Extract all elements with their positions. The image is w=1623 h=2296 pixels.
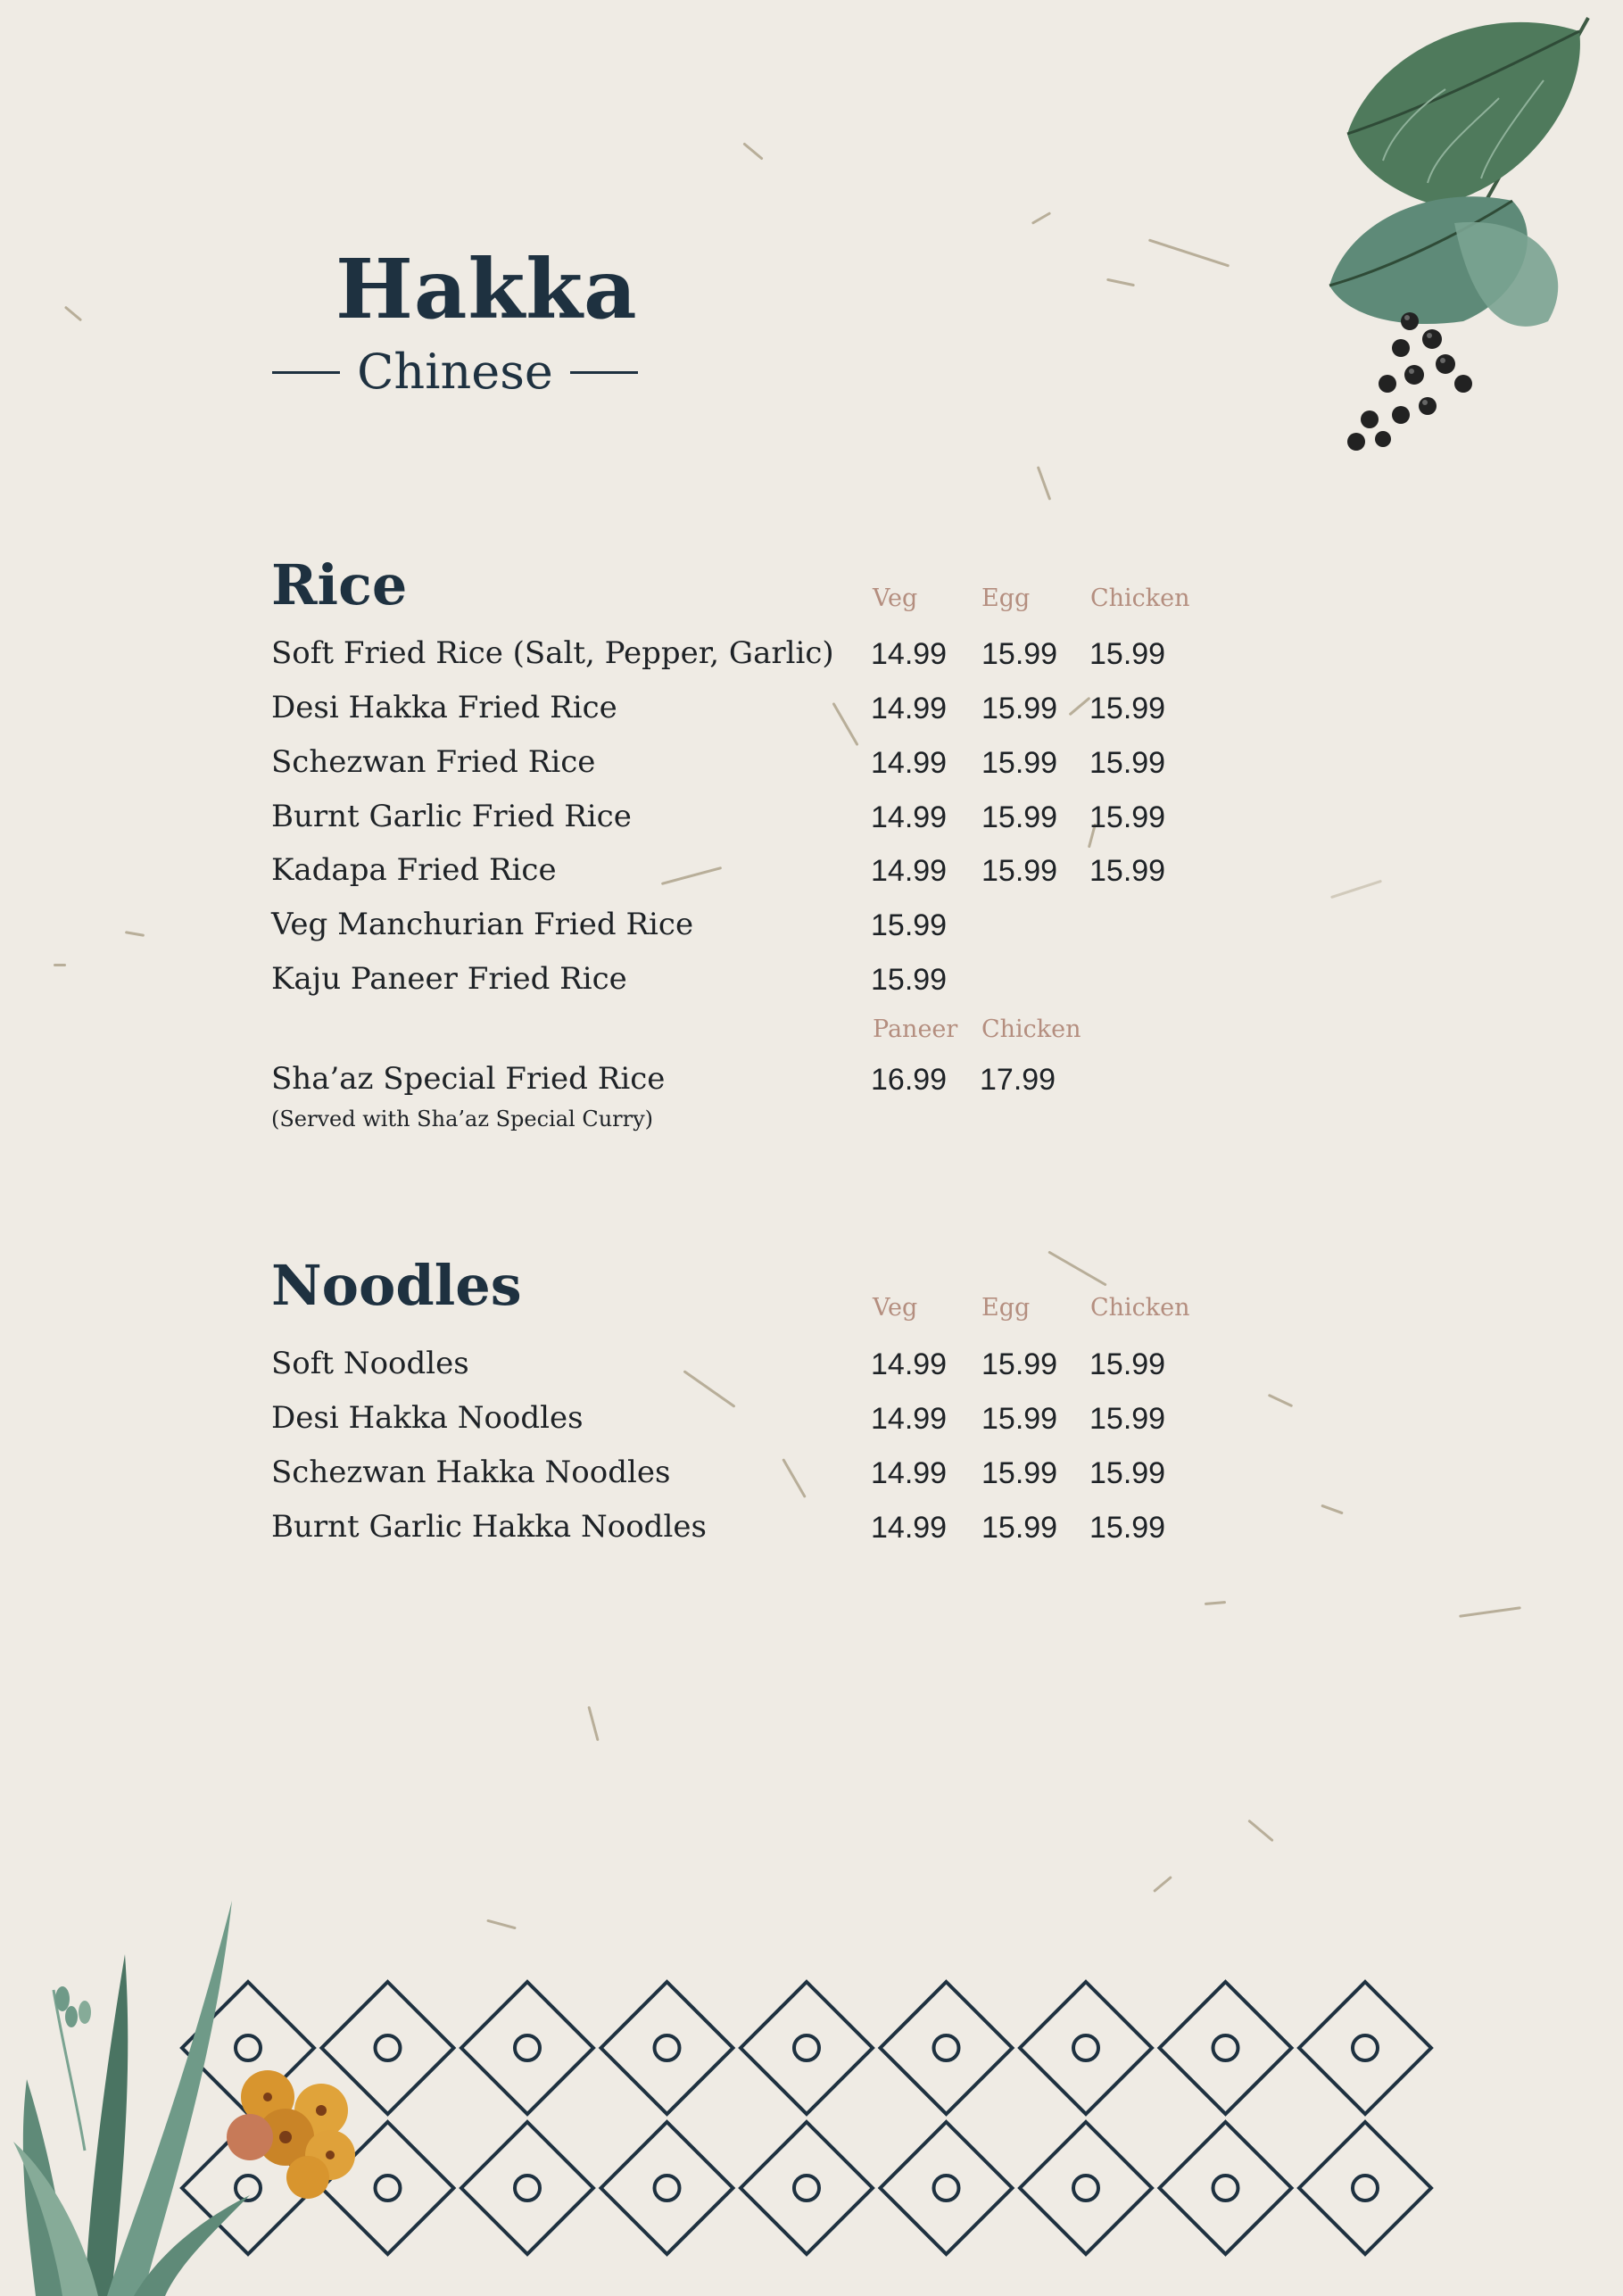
rice-item-name: Soft Fried Rice (Salt, Pepper, Garlic) <box>271 635 834 671</box>
pattern-diamond <box>461 2122 593 2254</box>
noodles-item-name: Burnt Garlic Hakka Noodles <box>271 1509 707 1545</box>
noodles-price-egg: 15.99 <box>981 1347 1058 1381</box>
pattern-circle <box>515 2035 540 2060</box>
pattern-diamond <box>1160 1982 1292 2114</box>
pattern-diamond <box>1299 2122 1431 2254</box>
pattern-circle <box>1073 2035 1098 2060</box>
noodles-section-title: Noodles <box>271 1253 522 1318</box>
rice-col-chicken: Chicken <box>1090 584 1190 612</box>
rice-price-veg: 15.99 <box>871 908 948 942</box>
pattern-diamond <box>461 1982 593 2114</box>
grass-orange-flower-illustration <box>0 1883 393 2296</box>
noodles-col-egg: Egg <box>981 1294 1031 1322</box>
noodles-price-chicken: 15.99 <box>1089 1456 1166 1490</box>
noodles-col-chicken: Chicken <box>1090 1294 1190 1322</box>
rice-col-egg: Egg <box>981 584 1031 612</box>
pattern-diamond <box>1299 1982 1431 2114</box>
pattern-diamond <box>601 1982 733 2114</box>
pattern-circle <box>655 2176 680 2201</box>
rice-item-name: Kadapa Fried Rice <box>271 852 557 888</box>
noodles-price-chicken: 15.99 <box>1089 1402 1166 1436</box>
pattern-circle <box>934 2035 959 2060</box>
rice-price-chicken: 15.99 <box>1089 854 1166 888</box>
noodles-price-egg: 15.99 <box>981 1402 1058 1436</box>
rice-special-col-paneer: Paneer <box>873 1015 958 1043</box>
rice-col-veg: Veg <box>873 584 918 612</box>
pattern-circle <box>1213 2176 1238 2201</box>
rice-price-chicken: 15.99 <box>1089 637 1166 671</box>
rice-special-price-paneer: 16.99 <box>871 1063 948 1097</box>
subtitle-rule-left <box>272 371 340 374</box>
noodles-item-name: Soft Noodles <box>271 1346 469 1381</box>
rice-price-veg: 14.99 <box>871 746 948 780</box>
pattern-diamond <box>1160 2122 1292 2254</box>
subtitle-text: Chinese <box>357 344 553 400</box>
rice-price-egg: 15.99 <box>981 746 1058 780</box>
pattern-diamond <box>1020 2122 1152 2254</box>
pattern-circle <box>1353 2035 1378 2060</box>
rice-price-egg: 15.99 <box>981 637 1058 671</box>
rice-price-veg: 14.99 <box>871 692 948 725</box>
noodles-price-veg: 14.99 <box>871 1511 948 1545</box>
pattern-circle <box>934 2176 959 2201</box>
noodles-item-name: Schezwan Hakka Noodles <box>271 1455 671 1490</box>
menu-subtitle <box>272 344 638 400</box>
rice-price-chicken: 15.99 <box>1089 692 1166 725</box>
pattern-circle <box>794 2176 819 2201</box>
pattern-diamond <box>741 1982 873 2114</box>
rice-section-title: Rice <box>271 552 408 618</box>
pattern-circle <box>1073 2176 1098 2201</box>
pattern-circle <box>1353 2176 1378 2201</box>
noodles-price-veg: 14.99 <box>871 1347 948 1381</box>
rice-price-chicken: 15.99 <box>1089 746 1166 780</box>
noodles-price-chicken: 15.99 <box>1089 1511 1166 1545</box>
pattern-diamond <box>881 2122 1013 2254</box>
rice-price-egg: 15.99 <box>981 692 1058 725</box>
rice-item-name: Burnt Garlic Fried Rice <box>271 799 632 834</box>
noodles-price-egg: 15.99 <box>981 1456 1058 1490</box>
rice-item-name: Desi Hakka Fried Rice <box>271 690 617 725</box>
rice-price-veg: 15.99 <box>871 963 948 997</box>
rice-price-egg: 15.99 <box>981 854 1058 888</box>
pattern-diamond <box>1020 1982 1152 2114</box>
pattern-circle <box>794 2035 819 2060</box>
noodles-price-veg: 14.99 <box>871 1456 948 1490</box>
menu-title: Hakka <box>335 241 638 337</box>
pattern-circle <box>1213 2035 1238 2060</box>
noodles-price-chicken: 15.99 <box>1089 1347 1166 1381</box>
rice-price-veg: 14.99 <box>871 854 948 888</box>
rice-price-veg: 14.99 <box>871 800 948 834</box>
noodles-item-name: Desi Hakka Noodles <box>271 1400 584 1436</box>
pattern-diamond <box>601 2122 733 2254</box>
rice-item-name: Veg Manchurian Fried Rice <box>271 907 694 942</box>
pattern-circle <box>515 2176 540 2201</box>
noodles-col-veg: Veg <box>873 1294 918 1322</box>
rice-item-name: Kaju Paneer Fried Rice <box>271 961 627 997</box>
pattern-diamond <box>741 2122 873 2254</box>
noodles-price-veg: 14.99 <box>871 1402 948 1436</box>
rice-price-chicken: 15.99 <box>1089 800 1166 834</box>
subtitle-rule-right <box>570 371 638 374</box>
rice-special-note: (Served with Sha’az Special Curry) <box>271 1107 654 1131</box>
rice-special-name: Sha’az Special Fried Rice <box>271 1061 666 1097</box>
rice-price-veg: 14.99 <box>871 637 948 671</box>
rice-price-egg: 15.99 <box>981 800 1058 834</box>
rice-special-price-chicken: 17.99 <box>980 1063 1056 1097</box>
rice-special-col-chicken: Chicken <box>981 1015 1081 1043</box>
noodles-price-egg: 15.99 <box>981 1511 1058 1545</box>
rice-item-name: Schezwan Fried Rice <box>271 744 596 780</box>
pattern-circle <box>655 2035 680 2060</box>
leaves-berries-illustration <box>1321 0 1623 464</box>
pattern-diamond <box>881 1982 1013 2114</box>
